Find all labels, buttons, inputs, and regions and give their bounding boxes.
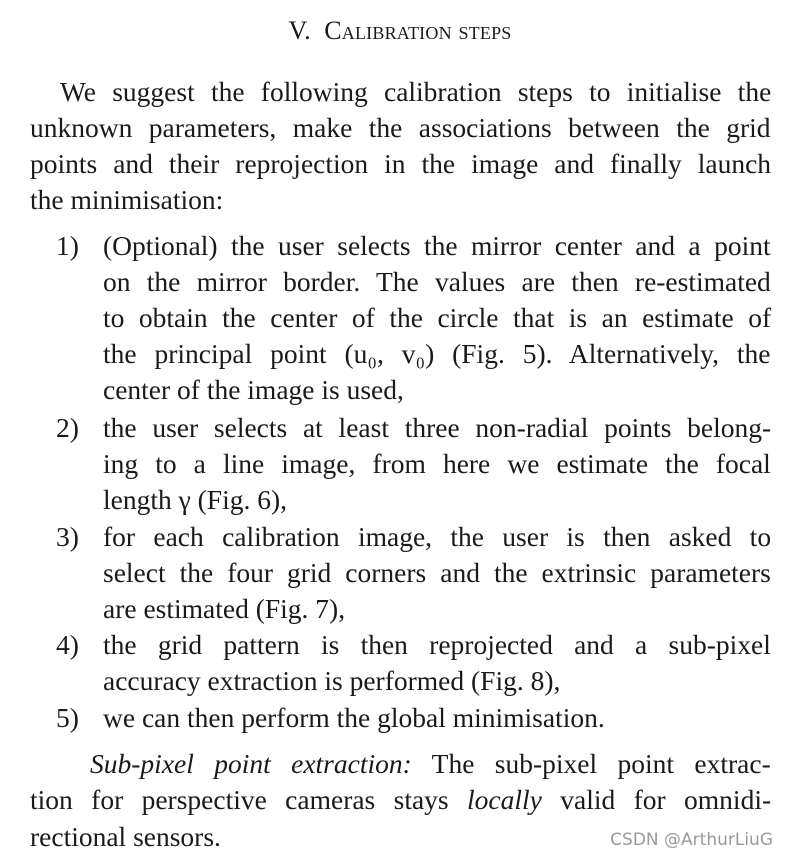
text-line: center of the image is used, (103, 374, 404, 405)
text-span: valid for omnidi- (541, 784, 772, 815)
text-line (30, 784, 771, 816)
text-line: we can then perform the global minimisation. (103, 702, 605, 733)
text-line: unknown parameters, make the associations between the grid (30, 112, 771, 143)
text-line: points and their reprojection in the image and finally launch (30, 148, 772, 179)
section-title: Calibration steps (324, 16, 512, 45)
list-number: 1) (56, 230, 79, 261)
text-line-with-math: the principal point (u₀, v₀) (Fig. 5). Alternatively, the (103, 338, 771, 369)
text-line (90, 748, 771, 780)
watermark: CSDN @ArthurLiuG (610, 830, 773, 850)
text-line: the user selects at least three non-radial points belong- (103, 412, 772, 443)
text-line: (Optional) the user selects the mirror center and a point (103, 230, 771, 261)
text-line: accuracy extraction is performed (Fig. 8), (103, 665, 561, 696)
emphasis-locally: locally (467, 784, 542, 815)
text-line: to obtain the center of the circle that is an estimate of (103, 302, 772, 333)
text-line: the grid pattern is then reprojected and a sub-pixel (103, 629, 771, 660)
text-line: length γ (Fig. 6), (103, 484, 288, 515)
text-span: tion for perspective cameras stays (30, 784, 468, 815)
text-line: select the four grid corners and the extrinsic parameters (103, 557, 771, 588)
text-line: ing to a line image, from here we estimate the focal (103, 448, 771, 479)
section-number: V. (288, 16, 311, 45)
section-heading (0, 16, 787, 46)
text-line: on the mirror border. The values are then re-estimated (103, 266, 771, 297)
list-number: 2) (56, 412, 79, 443)
text-line: the minimisation: (30, 184, 224, 215)
list-number: 3) (56, 521, 79, 552)
text-line: are estimated (Fig. 7), (103, 593, 346, 624)
subsection-title: Sub-pixel point extraction: (90, 748, 412, 779)
text-line: rectional sensors. (30, 821, 221, 852)
text-line: We suggest the following calibration steps to initialise the (60, 76, 772, 107)
list-number: 4) (56, 629, 79, 660)
list-number: 5) (56, 702, 79, 733)
text-line: for each calibration image, the user is then asked to (103, 521, 772, 552)
subsection-text: The sub-pixel point extrac- (411, 748, 771, 779)
